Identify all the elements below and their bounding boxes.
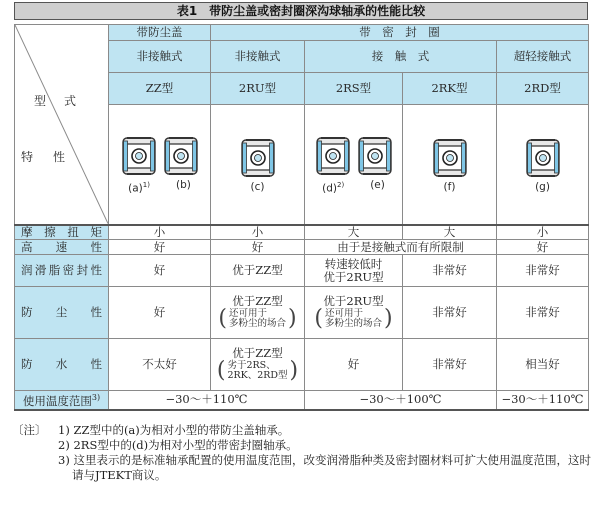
bearing-cross-section-icon bbox=[241, 139, 275, 177]
row-label-temperature-range: 使用温度范围$^{3)}$ bbox=[15, 391, 109, 410]
row-label-friction-torque: 摩 擦 扭 矩 bbox=[15, 225, 109, 240]
bearing-cross-section-icon bbox=[433, 139, 467, 177]
cell-dust-2rs: 优于2RU型 ( 还可用于 多粉尘的场合 ) bbox=[305, 287, 403, 339]
cell-grease-2rd: 非常好 bbox=[497, 255, 589, 287]
figure-cell-2rd bbox=[497, 105, 589, 225]
figure-cell-zz bbox=[109, 105, 211, 225]
footnote-1: 〔注〕 1) ZZ型中的(a)为相对小型的带防尘盖轴承。 bbox=[12, 423, 290, 437]
cell-friction-2rs: 大 bbox=[305, 225, 403, 240]
cell-speed-contact: 由于是接触式而有所限制 bbox=[305, 240, 497, 255]
cell-grease-2rk: 非常好 bbox=[403, 255, 497, 287]
figure-label-a: $(a)^{1)}$ bbox=[128, 181, 150, 195]
cell-friction-2ru: 小 bbox=[211, 225, 305, 240]
figure-cell-2rs bbox=[305, 105, 403, 225]
table-corner-cell bbox=[15, 25, 109, 225]
header-noncontact-2: 非接触式 bbox=[211, 41, 305, 73]
footnote-tag: 〔注〕 bbox=[12, 423, 47, 437]
figure-label-d: $(d)^{2)}$ bbox=[322, 181, 345, 195]
cell-friction-2rk: 大 bbox=[403, 225, 497, 240]
cell-dust-2ru: 优于ZZ型 ( 还可用于 多粉尘的场合 ) bbox=[211, 287, 305, 339]
cell-water-2ru: 优于ZZ型 ( 劣于2RS、 2RK、2RD型 ) bbox=[211, 339, 305, 391]
cell-temp-2rs-2rk: −30～＋100℃ bbox=[305, 391, 497, 410]
cell-speed-zz: 好 bbox=[109, 240, 211, 255]
figure-label-b: (b) bbox=[175, 179, 191, 191]
cell-temp-2rd: −30～＋110℃ bbox=[497, 391, 589, 410]
header-contact: 接 触 式 bbox=[305, 41, 497, 73]
header-dust-shield-group: 带防尘盖 bbox=[109, 25, 211, 41]
footnote-2: 2) 2RS型中的(d)为相对小型的带密封圈轴承。 bbox=[58, 438, 298, 452]
cell-speed-2ru: 好 bbox=[211, 240, 305, 255]
header-seal-group: 带 密 封 圈 bbox=[211, 25, 589, 41]
row-label-high-speed: 高 速 性 bbox=[15, 240, 109, 255]
cell-dust-2rk: 非常好 bbox=[403, 287, 497, 339]
header-model-zz: ZZ型 bbox=[109, 73, 211, 105]
type-header-label: 型式 bbox=[33, 94, 94, 108]
cell-dust-2rd: 非常好 bbox=[497, 287, 589, 339]
cell-grease-2rs: 转速较低时 优于2RU型 bbox=[305, 255, 403, 287]
figure-cell-2rk bbox=[403, 105, 497, 225]
header-ultralight-contact: 超轻接触式 bbox=[497, 41, 589, 73]
cell-speed-2rd: 好 bbox=[497, 240, 589, 255]
cell-temp-zz-2ru: −30～＋110℃ bbox=[109, 391, 305, 410]
bearing-cross-section-icon bbox=[526, 139, 560, 177]
header-model-2rs: 2RS型 bbox=[305, 73, 403, 105]
cell-water-zz: 不太好 bbox=[109, 339, 211, 391]
feature-header-label: 特性 bbox=[21, 149, 86, 164]
figure-label-f: (f) bbox=[443, 180, 456, 193]
cell-water-2rs: 好 bbox=[305, 339, 403, 391]
cell-friction-zz: 小 bbox=[109, 225, 211, 240]
row-label-dust-proof: 防 尘 性 bbox=[15, 287, 109, 339]
cell-water-2rd: 相当好 bbox=[497, 339, 589, 391]
cell-friction-2rd: 小 bbox=[497, 225, 589, 240]
cell-dust-zz: 好 bbox=[109, 287, 211, 339]
figure-label-g: (g) bbox=[535, 180, 550, 193]
header-model-2rd: 2RD型 bbox=[497, 73, 589, 105]
footnote-3: 3) 这里表示的是标准轴承配置的使用温度范围，改变润滑脂种类及密封圈材料可扩大使用温度范围，这时请与JTEKT商议。 bbox=[58, 453, 591, 482]
cell-grease-2ru: 优于ZZ型 bbox=[211, 255, 305, 287]
cell-water-2rk: 非常好 bbox=[403, 339, 497, 391]
bearing-cross-section-icon bbox=[122, 137, 156, 175]
header-noncontact-1: 非接触式 bbox=[109, 41, 211, 73]
bearing-cross-section-icon bbox=[164, 137, 198, 175]
bearing-cross-section-icon bbox=[316, 137, 350, 175]
row-label-water-proof: 防 水 性 bbox=[15, 339, 109, 391]
header-model-2rk: 2RK型 bbox=[403, 73, 497, 105]
bearing-comparison-table bbox=[14, 24, 589, 411]
row-label-grease-sealing: 润 滑 脂 密 封 性 bbox=[15, 255, 109, 287]
figure-label-e: (e) bbox=[370, 179, 385, 191]
table-title: 表1 带防尘盖或密封圈深沟球轴承的性能比较 bbox=[14, 2, 588, 20]
cell-grease-zz: 好 bbox=[109, 255, 211, 287]
figure-cell-2ru bbox=[211, 105, 305, 225]
footnotes bbox=[12, 423, 592, 483]
figure-label-c: (c) bbox=[250, 180, 265, 193]
corner-diagonal-line bbox=[15, 25, 108, 224]
header-model-2ru: 2RU型 bbox=[211, 73, 305, 105]
bearing-cross-section-icon bbox=[358, 137, 392, 175]
